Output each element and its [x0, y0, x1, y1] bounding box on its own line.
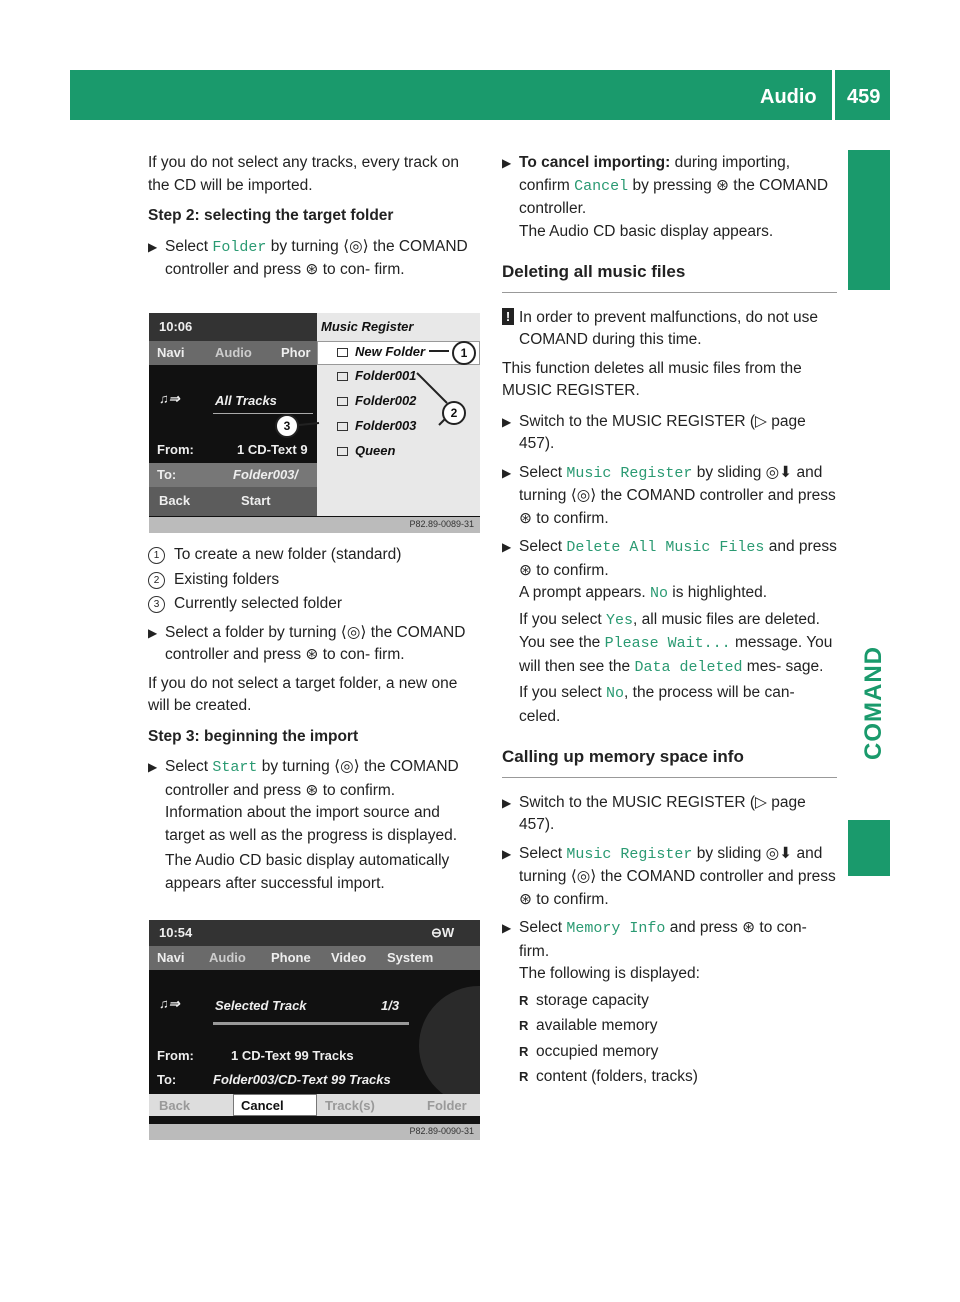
arrow-icon: ▶ — [502, 921, 512, 935]
back-button[interactable]: Back — [159, 1098, 191, 1113]
tab-video: Video — [331, 950, 367, 965]
left-column — [148, 152, 483, 288]
tab-system: System — [387, 950, 434, 965]
arrow-icon: ▶ — [502, 795, 512, 810]
list-item[interactable]: Queen — [355, 443, 396, 458]
tab-navi: Navi — [157, 950, 185, 965]
warning-note: ! In order to prevent malfunctions, do not use COMAND during this time. — [502, 307, 837, 352]
tracks-button[interactable]: Track(s) — [325, 1098, 375, 1113]
track-count: 1/3 — [381, 998, 400, 1013]
clock: 10:54 — [159, 925, 193, 940]
list-item: R content (folders, tracks) — [519, 1066, 837, 1089]
selected-track-label: Selected Track — [215, 998, 307, 1013]
music-icon: ♫⇒ — [159, 391, 180, 406]
step-select-start: ▶ Select Start by turning ⟨◎⟩ the COMAND controller and press ⊛ to confirm. Information about the import source and target as well as the progress is displayed. The Audio CD basic display automatically appears after successful import. — [148, 758, 459, 892]
key-cancel: Cancel — [574, 177, 629, 195]
key-data-deleted: Data deleted — [634, 658, 743, 676]
from-label: From: — [157, 442, 194, 457]
from-value: 1 CD-Text 99 Tracks — [231, 1048, 354, 1063]
to-label: To: — [157, 467, 177, 482]
step-cancel-import: ▶ To cancel importing: during importing, confirm Cancel by pressing ⊛ the COMAND controller. The Audio CD basic display appears. — [502, 154, 829, 240]
key-please-wait: Please Wait... — [604, 635, 731, 652]
legend-item: 3 Currently selected folder — [148, 593, 483, 616]
tab-phone: Phor — [281, 345, 311, 360]
step-switch-register: ▶ Switch to the MUSIC REGISTER (▷ page 457). — [502, 793, 806, 833]
figure-reference: P82.89-0090-31 — [409, 1126, 474, 1136]
step-select-folder: ▶ Select Folder by turning ⟨◎⟩ the COMAND controller and press ⊛ to con- firm. — [148, 237, 468, 278]
page-number: 459 — [847, 86, 881, 108]
side-tab-bar — [848, 150, 890, 290]
paragraph-new-folder: If you do not select a target folder, a new one will be created. — [148, 674, 458, 714]
all-tracks-label: All Tracks — [215, 393, 277, 408]
key-yes: Yes — [606, 611, 634, 629]
bullet-icon: R — [519, 1069, 529, 1084]
arrow-icon: ▶ — [502, 846, 512, 861]
arrow-icon: ▶ — [148, 239, 158, 254]
section-title: Audio — [760, 86, 817, 108]
arrow-icon: ▶ — [502, 465, 512, 480]
step-delete-all: ▶ Select Delete All Music Files and press ⊛ to confirm. A prompt appears. No is highlighted. If you select Yes, all music files are deleted. You see the Please Wait... message. You will then see the Data deleted mes- sage. If you select No, the process will be can- celed. — [502, 538, 837, 725]
tab-audio: Audio — [209, 950, 246, 965]
status-icon: ⊖W — [431, 925, 455, 940]
header-separator — [832, 70, 835, 120]
tab-phone: Phone — [271, 950, 311, 965]
from-value: 1 CD-Text 9 — [237, 442, 308, 457]
step-memory-info: ▶ Select Memory Info and press ⊛ to con- firm. The following is displayed: R storage capacity R available memory R occupied memory R content (folders, tracks) — [502, 917, 837, 1089]
side-tab-label: COMAND — [860, 646, 887, 760]
bullet-icon: R — [519, 1018, 529, 1033]
key-delete-all: Delete All Music Files — [566, 539, 765, 556]
arrow-icon: ▶ — [148, 625, 158, 640]
cancel-button[interactable]: Cancel — [241, 1098, 284, 1113]
to-value: Folder003/CD-Text 99 Tracks — [213, 1072, 391, 1087]
start-button[interactable]: Start — [241, 493, 271, 508]
key-no: No — [606, 685, 625, 702]
bullet-icon: R — [519, 1043, 529, 1059]
to-value: Folder003/ — [233, 467, 299, 482]
callout-1: 1 — [452, 341, 476, 365]
arrow-icon: ▶ — [502, 156, 512, 170]
step-select-target-folder: ▶ Select a folder by turning ⟨◎⟩ the COMAND controller and press ⊛ to con- firm. — [148, 623, 466, 663]
key-music-register: Music Register — [566, 845, 693, 863]
list-item[interactable]: Folder002 — [355, 393, 417, 408]
key-music-register: Music Register — [566, 464, 693, 482]
bullet-icon: R — [519, 992, 529, 1008]
list-item: R available memory — [519, 1015, 837, 1038]
list-item-new-folder[interactable]: New Folder — [355, 344, 426, 359]
step-select-music-register: ▶ Select Music Register by sliding ◎⬇ and turning ⟨◎⟩ the COMAND controller and press ⊛ to confirm. — [502, 463, 836, 527]
step2-heading: Step 2: selecting the target folder — [148, 207, 394, 224]
side-tab-marker — [848, 820, 890, 876]
legend-item: 2 Existing folders — [148, 569, 483, 592]
callout-2: 2 — [442, 401, 466, 425]
left-column-lower — [148, 544, 483, 901]
callout-3: 3 — [275, 414, 299, 438]
legend-item: 1 To create a new folder (standard) — [148, 544, 483, 567]
step-switch-register: ▶ Switch to the MUSIC REGISTER (▷ page 457). — [502, 412, 806, 452]
warning-icon: ! — [502, 308, 514, 325]
key-no: No — [649, 585, 668, 602]
tab-navi: Navi — [157, 345, 185, 360]
folder-button[interactable]: Folder — [427, 1098, 467, 1113]
intro-paragraph: If you do not select any tracks, every track on the CD will be imported. — [148, 154, 460, 194]
figure-reference: P82.89-0089-31 — [409, 519, 474, 529]
arrow-icon: ▶ — [502, 414, 512, 429]
arrow-icon: ▶ — [148, 760, 158, 774]
list-item: R storage capacity — [519, 990, 837, 1013]
music-icon: ♫⇒ — [159, 996, 180, 1011]
list-title: Music Register — [321, 319, 414, 334]
disc-graphic — [419, 986, 480, 1106]
key-folder: Folder — [212, 238, 267, 256]
list-item: R occupied memory — [519, 1041, 837, 1064]
paragraph-delete-info: This function deletes all music files from the MUSIC REGISTER. — [502, 359, 802, 399]
screenshot-import-progress — [149, 920, 480, 1140]
heading-memory-info: Calling up memory space info — [502, 746, 837, 778]
key-start: Start — [212, 759, 258, 776]
key-memory-info: Memory Info — [566, 920, 666, 937]
tab-audio: Audio — [215, 345, 252, 360]
to-label: To: — [157, 1072, 177, 1087]
from-label: From: — [157, 1048, 194, 1063]
right-column — [502, 152, 837, 1095]
screenshot-folder-select — [149, 313, 480, 533]
progress-bar — [213, 1022, 409, 1025]
back-button[interactable]: Back — [159, 493, 191, 508]
list-item[interactable]: Folder001 — [355, 368, 417, 383]
callout-lines — [149, 313, 480, 533]
arrow-icon: ▶ — [502, 540, 512, 554]
step-select-music-register: ▶ Select Music Register by sliding ◎⬇ and turning ⟨◎⟩ the COMAND controller and press ⊛ to confirm. — [502, 844, 836, 908]
clock: 10:06 — [159, 319, 193, 334]
step3-heading: Step 3: beginning the import — [148, 727, 359, 745]
heading-delete-music: Deleting all music files — [502, 261, 837, 293]
list-item[interactable]: Folder003 — [355, 418, 417, 433]
